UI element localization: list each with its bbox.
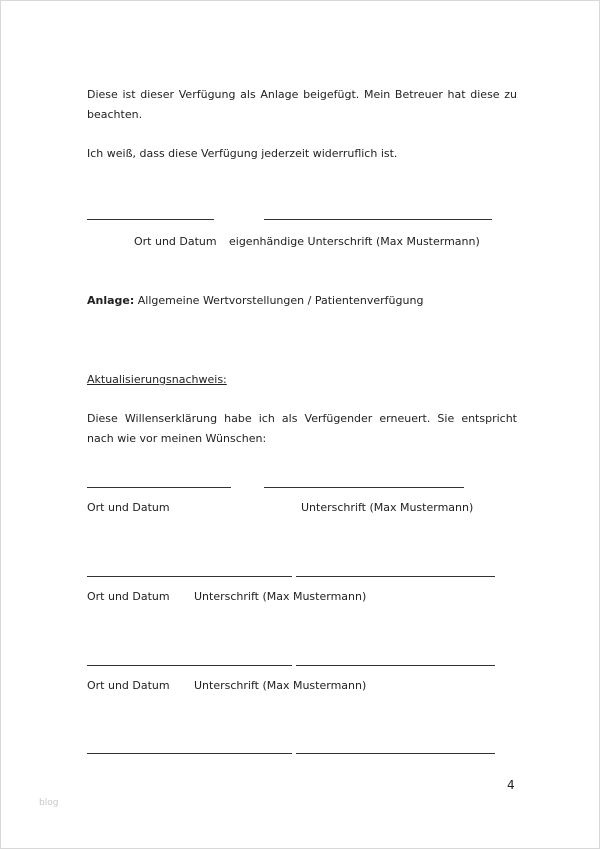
update-text: Diese Willenserklärung habe ich als Verfügender erneuert. Sie entspricht nach wie vor meinen Wünschen: — [87, 412, 517, 445]
paragraph-revocable: Ich weiß, dass diese Verfügung jederzeit widerruflich ist. — [87, 147, 398, 160]
signature-line — [296, 753, 495, 754]
place-date-label: Ort und Datum — [134, 235, 217, 248]
place-date-line — [87, 219, 214, 220]
signature-label: Unterschrift (Max Mustermann) — [194, 679, 367, 692]
paragraph-attachment-note: Diese ist dieser Verfügung als Anlage beigefügt. Mein Betreuer hat diese zu beachten. — [87, 88, 517, 121]
anlage-line — [87, 294, 423, 308]
place-date-label: Ort und Datum — [87, 590, 170, 603]
place-date-label: Ort und Datum — [87, 679, 170, 692]
place-date-line — [87, 753, 292, 754]
signature-line — [296, 576, 495, 577]
watermark: blog — [39, 798, 59, 808]
page-number: 4 — [507, 778, 515, 792]
anlage-label: Anlage: — [87, 294, 135, 307]
signature-label: Unterschrift (Max Mustermann) — [194, 590, 367, 603]
signature-line — [264, 487, 464, 488]
signature-line — [264, 219, 492, 220]
place-date-label: Ort und Datum — [87, 501, 170, 514]
signature-label: Unterschrift (Max Mustermann) — [301, 501, 474, 514]
place-date-line — [87, 665, 292, 666]
anlage-text: Allgemeine Wertvorstellungen / Patientenverfügung — [137, 294, 424, 307]
place-date-line — [87, 487, 231, 488]
signature-label: eigenhändige Unterschrift (Max Mustermann) — [229, 235, 480, 248]
update-heading: Aktualisierungsnachweis: — [87, 373, 227, 386]
place-date-line — [87, 576, 292, 577]
signature-line — [296, 665, 495, 666]
